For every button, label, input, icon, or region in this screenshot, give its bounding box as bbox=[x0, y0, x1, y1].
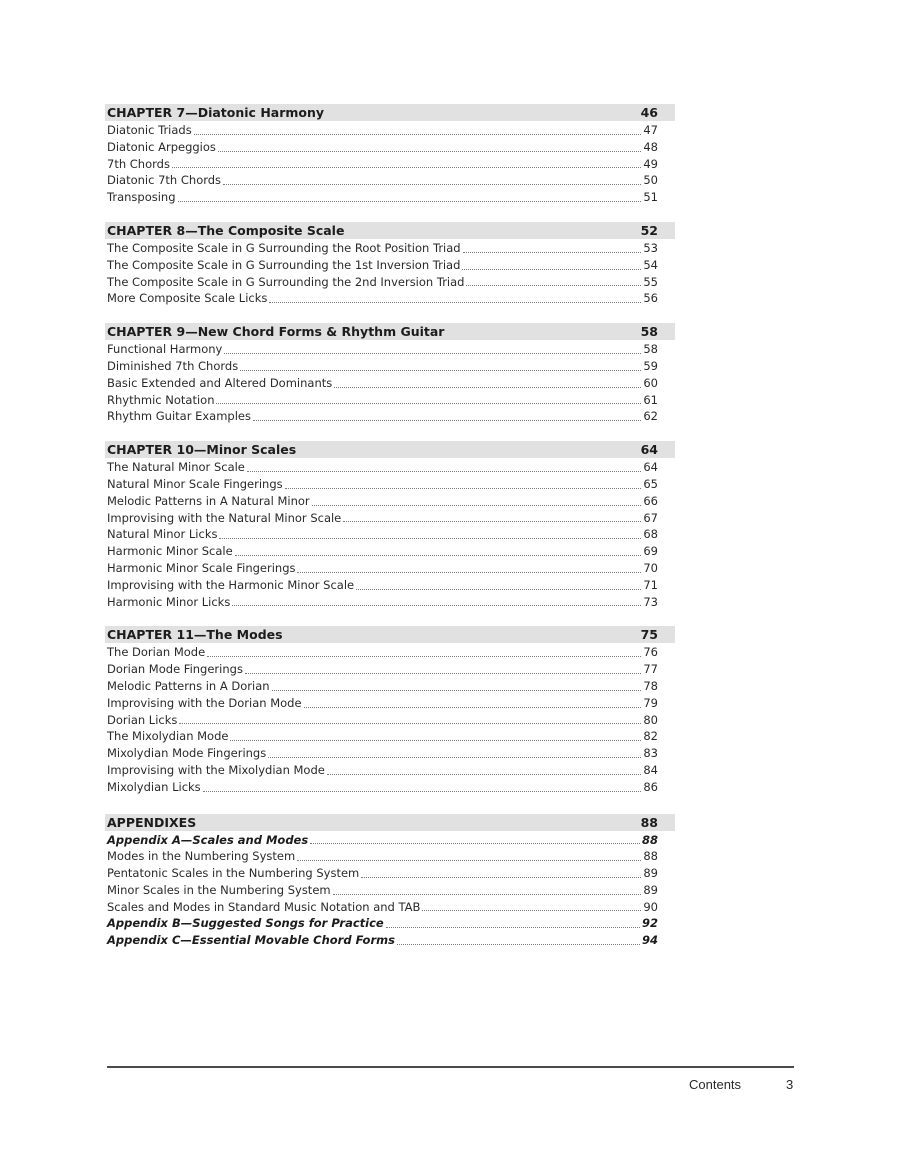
toc-entry bbox=[105, 476, 675, 493]
dot-leader bbox=[235, 555, 642, 556]
toc-entry-title: Natural Minor Scale Fingerings bbox=[107, 476, 283, 491]
footer-label: Contents bbox=[689, 1077, 742, 1092]
dot-leader bbox=[327, 774, 642, 775]
toc-entry bbox=[105, 341, 675, 358]
chapter-page: 52 bbox=[640, 222, 658, 238]
toc-entry-page: 58 bbox=[643, 342, 658, 357]
dot-leader bbox=[356, 589, 641, 590]
chapter-page: 58 bbox=[640, 324, 658, 340]
dot-leader bbox=[203, 791, 642, 792]
toc-entry-title: Transposing bbox=[107, 190, 176, 205]
dot-leader bbox=[223, 184, 641, 185]
toc-entry bbox=[105, 543, 675, 560]
toc-entry-page: 69 bbox=[643, 544, 658, 559]
toc-entry-title: Diatonic Arpeggios bbox=[107, 139, 216, 154]
toc-entry-title: Harmonic Minor Licks bbox=[107, 594, 231, 609]
toc-entry-page: 80 bbox=[643, 712, 658, 727]
toc-entry-title: Modes in the Numbering System bbox=[107, 849, 296, 864]
toc-entry-page: 78 bbox=[643, 678, 658, 693]
chapter-section bbox=[105, 441, 675, 610]
chapter-heading bbox=[105, 222, 675, 239]
toc-entry bbox=[105, 156, 675, 173]
appendixes-section bbox=[105, 814, 675, 950]
toc-entry-page: 65 bbox=[643, 476, 658, 491]
toc-entry-title: More Composite Scale Licks bbox=[107, 291, 268, 306]
toc-entry-title: The Composite Scale in G Surrounding the 2nd Inversion Triad bbox=[107, 274, 465, 289]
toc-entry-page: 68 bbox=[643, 527, 658, 542]
toc-entry-page: 88 bbox=[643, 849, 658, 864]
toc-entry-page: 60 bbox=[643, 375, 658, 390]
toc-entry-page: 67 bbox=[643, 510, 658, 525]
dot-leader bbox=[230, 740, 641, 741]
toc-entry-page: 86 bbox=[643, 779, 658, 794]
toc-entry-page: 47 bbox=[643, 123, 658, 137]
toc-entry-title: Appendix A—Scales and Modes bbox=[107, 832, 309, 847]
toc-entry-title: Diminished 7th Chords bbox=[107, 358, 239, 373]
table-of-contents bbox=[105, 104, 675, 965]
toc-entry-title: The Composite Scale in G Surrounding the Root Position Triad bbox=[107, 240, 461, 255]
toc-entry-page: 90 bbox=[643, 899, 658, 914]
footer-rule bbox=[107, 1066, 794, 1068]
chapter-section bbox=[105, 222, 675, 307]
toc-entry-title: 7th Chords bbox=[107, 156, 170, 171]
toc-entry bbox=[105, 865, 675, 882]
toc-entry bbox=[105, 189, 675, 206]
toc-entry-page: 56 bbox=[643, 291, 658, 306]
toc-entry-title: Improvising with the Natural Minor Scale bbox=[107, 510, 342, 525]
dot-leader bbox=[216, 403, 641, 404]
toc-entry bbox=[105, 510, 675, 527]
chapter-page: 75 bbox=[640, 627, 658, 643]
toc-entry-title: Rhythmic Notation bbox=[107, 392, 215, 407]
toc-entry-page: 49 bbox=[643, 156, 658, 171]
dot-leader bbox=[179, 723, 641, 724]
chapter-title: CHAPTER 10—Minor Scales bbox=[107, 442, 297, 458]
dot-leader bbox=[361, 877, 641, 878]
toc-entry-title: Improvising with the Dorian Mode bbox=[107, 695, 302, 710]
toc-entry bbox=[105, 712, 675, 729]
toc-entry-page: 53 bbox=[643, 240, 658, 255]
chapter-heading bbox=[105, 441, 675, 458]
toc-entry-title: Dorian Mode Fingerings bbox=[107, 662, 243, 677]
chapter-page: 46 bbox=[640, 105, 658, 120]
dot-leader bbox=[422, 910, 641, 911]
toc-entry-page: 79 bbox=[643, 695, 658, 710]
toc-entry bbox=[105, 408, 675, 425]
dot-leader bbox=[310, 843, 640, 844]
chapter-title: CHAPTER 8—The Composite Scale bbox=[107, 222, 345, 238]
toc-entry bbox=[105, 459, 675, 476]
toc-entry-title: Pentatonic Scales in the Numbering System bbox=[107, 866, 360, 881]
dot-leader bbox=[268, 757, 641, 758]
toc-entry-title: The Dorian Mode bbox=[107, 645, 206, 660]
toc-entry bbox=[105, 122, 675, 139]
toc-entry-page: 88 bbox=[641, 832, 658, 847]
dot-leader bbox=[272, 690, 642, 691]
dot-leader bbox=[304, 707, 642, 708]
toc-entry-page: 70 bbox=[643, 560, 658, 575]
toc-entry-title: Harmonic Minor Scale Fingerings bbox=[107, 560, 296, 575]
toc-entry-title: Diatonic 7th Chords bbox=[107, 173, 222, 188]
chapter-heading bbox=[105, 814, 675, 831]
toc-entry-title: Improvising with the Mixolydian Mode bbox=[107, 762, 325, 777]
chapter-title: CHAPTER 11—The Modes bbox=[107, 627, 283, 643]
toc-entry-title: Improvising with the Harmonic Minor Scale bbox=[107, 577, 355, 592]
toc-entry bbox=[105, 139, 675, 156]
toc-entry bbox=[105, 493, 675, 510]
toc-entry-page: 84 bbox=[643, 762, 658, 777]
toc-entry-title: Dorian Licks bbox=[107, 712, 178, 727]
dot-leader bbox=[178, 201, 642, 202]
toc-entry-page: 83 bbox=[643, 746, 658, 761]
toc-entry bbox=[105, 274, 675, 291]
toc-entry-page: 50 bbox=[643, 173, 658, 188]
dot-leader bbox=[297, 860, 641, 861]
toc-entry bbox=[105, 728, 675, 745]
toc-entry bbox=[105, 915, 675, 932]
dot-leader bbox=[207, 656, 641, 657]
toc-entry bbox=[105, 240, 675, 257]
dot-leader bbox=[245, 673, 641, 674]
toc-entry-title: Mixolydian Mode Fingerings bbox=[107, 746, 267, 761]
chapter-heading bbox=[105, 323, 675, 340]
dot-leader bbox=[333, 894, 642, 895]
toc-entry bbox=[105, 172, 675, 189]
dot-leader bbox=[297, 572, 641, 573]
toc-entry bbox=[105, 899, 675, 916]
toc-entry-page: 71 bbox=[643, 577, 658, 592]
dot-leader bbox=[462, 269, 641, 270]
dot-leader bbox=[247, 471, 641, 472]
toc-entry-page: 64 bbox=[643, 460, 658, 475]
toc-entry-page: 54 bbox=[643, 257, 658, 272]
toc-entry bbox=[105, 779, 675, 796]
toc-entry bbox=[105, 257, 675, 274]
dot-leader bbox=[397, 944, 640, 945]
toc-entry-title: Functional Harmony bbox=[107, 342, 223, 357]
chapter-section bbox=[105, 626, 675, 795]
toc-entry-title: Mixolydian Licks bbox=[107, 779, 201, 794]
toc-entry-page: 48 bbox=[643, 139, 658, 154]
toc-entry-page: 92 bbox=[641, 916, 658, 931]
toc-entry-title: Scales and Modes in Standard Music Notation and TAB bbox=[107, 899, 421, 914]
dot-leader bbox=[463, 252, 642, 253]
toc-entry-page: 77 bbox=[643, 662, 658, 677]
toc-entry bbox=[105, 290, 675, 307]
toc-entry bbox=[105, 882, 675, 899]
dot-leader bbox=[232, 605, 641, 606]
toc-entry-title: Diatonic Triads bbox=[107, 123, 192, 137]
toc-entry bbox=[105, 932, 675, 949]
toc-entry-title: The Composite Scale in G Surrounding the 1st Inversion Triad bbox=[107, 257, 461, 272]
toc-entry-page: 66 bbox=[643, 493, 658, 508]
toc-entry bbox=[105, 526, 675, 543]
dot-leader bbox=[386, 927, 640, 928]
toc-entry-title: Melodic Patterns in A Dorian bbox=[107, 678, 270, 693]
toc-entry bbox=[105, 695, 675, 712]
toc-entry-page: 82 bbox=[643, 729, 658, 744]
dot-leader bbox=[240, 370, 641, 371]
dot-leader bbox=[218, 151, 641, 152]
toc-entry bbox=[105, 745, 675, 762]
chapter-heading bbox=[105, 626, 675, 643]
toc-entry-title: Natural Minor Licks bbox=[107, 527, 218, 542]
toc-entry-page: 55 bbox=[643, 274, 658, 289]
toc-entry-page: 73 bbox=[643, 594, 658, 609]
toc-entry-title: Melodic Patterns in A Natural Minor bbox=[107, 493, 310, 508]
toc-entry bbox=[105, 375, 675, 392]
chapter-title: APPENDIXES bbox=[107, 814, 197, 830]
toc-entry-page: 89 bbox=[643, 882, 658, 897]
chapter-section bbox=[105, 323, 675, 425]
toc-entry-page: 89 bbox=[643, 866, 658, 881]
dot-leader bbox=[219, 538, 641, 539]
toc-entry bbox=[105, 661, 675, 678]
chapter-title: CHAPTER 9—New Chord Forms & Rhythm Guitar bbox=[107, 324, 445, 340]
toc-entry-title: The Natural Minor Scale bbox=[107, 460, 245, 475]
toc-entry bbox=[105, 832, 675, 849]
dot-leader bbox=[253, 420, 641, 421]
toc-entry-page: 61 bbox=[643, 392, 658, 407]
dot-leader bbox=[224, 353, 641, 354]
toc-entry bbox=[105, 762, 675, 779]
toc-entry bbox=[105, 392, 675, 409]
toc-entry-title: Harmonic Minor Scale bbox=[107, 544, 233, 559]
dot-leader bbox=[312, 505, 642, 506]
toc-entry bbox=[105, 848, 675, 865]
toc-entry-title: Appendix B—Suggested Songs for Practice bbox=[107, 916, 384, 931]
toc-entry bbox=[105, 560, 675, 577]
chapter-title: CHAPTER 7—Diatonic Harmony bbox=[107, 105, 325, 120]
dot-leader bbox=[269, 302, 641, 303]
chapter-heading bbox=[105, 104, 675, 121]
toc-entry-title: The Mixolydian Mode bbox=[107, 729, 229, 744]
toc-entry-title: Basic Extended and Altered Dominants bbox=[107, 375, 333, 390]
dot-leader bbox=[172, 167, 641, 168]
toc-entry bbox=[105, 644, 675, 661]
dot-leader bbox=[343, 521, 641, 522]
dot-leader bbox=[194, 134, 642, 135]
toc-entry bbox=[105, 678, 675, 695]
toc-entry-title: Appendix C—Essential Movable Chord Forms bbox=[107, 933, 395, 948]
chapter-page: 88 bbox=[640, 814, 658, 830]
toc-entry-title: Minor Scales in the Numbering System bbox=[107, 882, 331, 897]
chapter-section bbox=[105, 104, 675, 206]
chapter-page: 64 bbox=[640, 442, 658, 458]
toc-entry bbox=[105, 594, 675, 611]
dot-leader bbox=[466, 285, 641, 286]
toc-entry-page: 59 bbox=[643, 358, 658, 373]
footer-page-number: 3 bbox=[786, 1077, 794, 1092]
toc-entry-title: Rhythm Guitar Examples bbox=[107, 409, 251, 424]
toc-entry-page: 62 bbox=[643, 409, 658, 424]
toc-entry-page: 76 bbox=[643, 645, 658, 660]
dot-leader bbox=[334, 387, 641, 388]
toc-entry bbox=[105, 358, 675, 375]
toc-entry-page: 94 bbox=[641, 933, 658, 948]
toc-entry bbox=[105, 577, 675, 594]
dot-leader bbox=[285, 488, 642, 489]
toc-entry-page: 51 bbox=[643, 190, 658, 205]
